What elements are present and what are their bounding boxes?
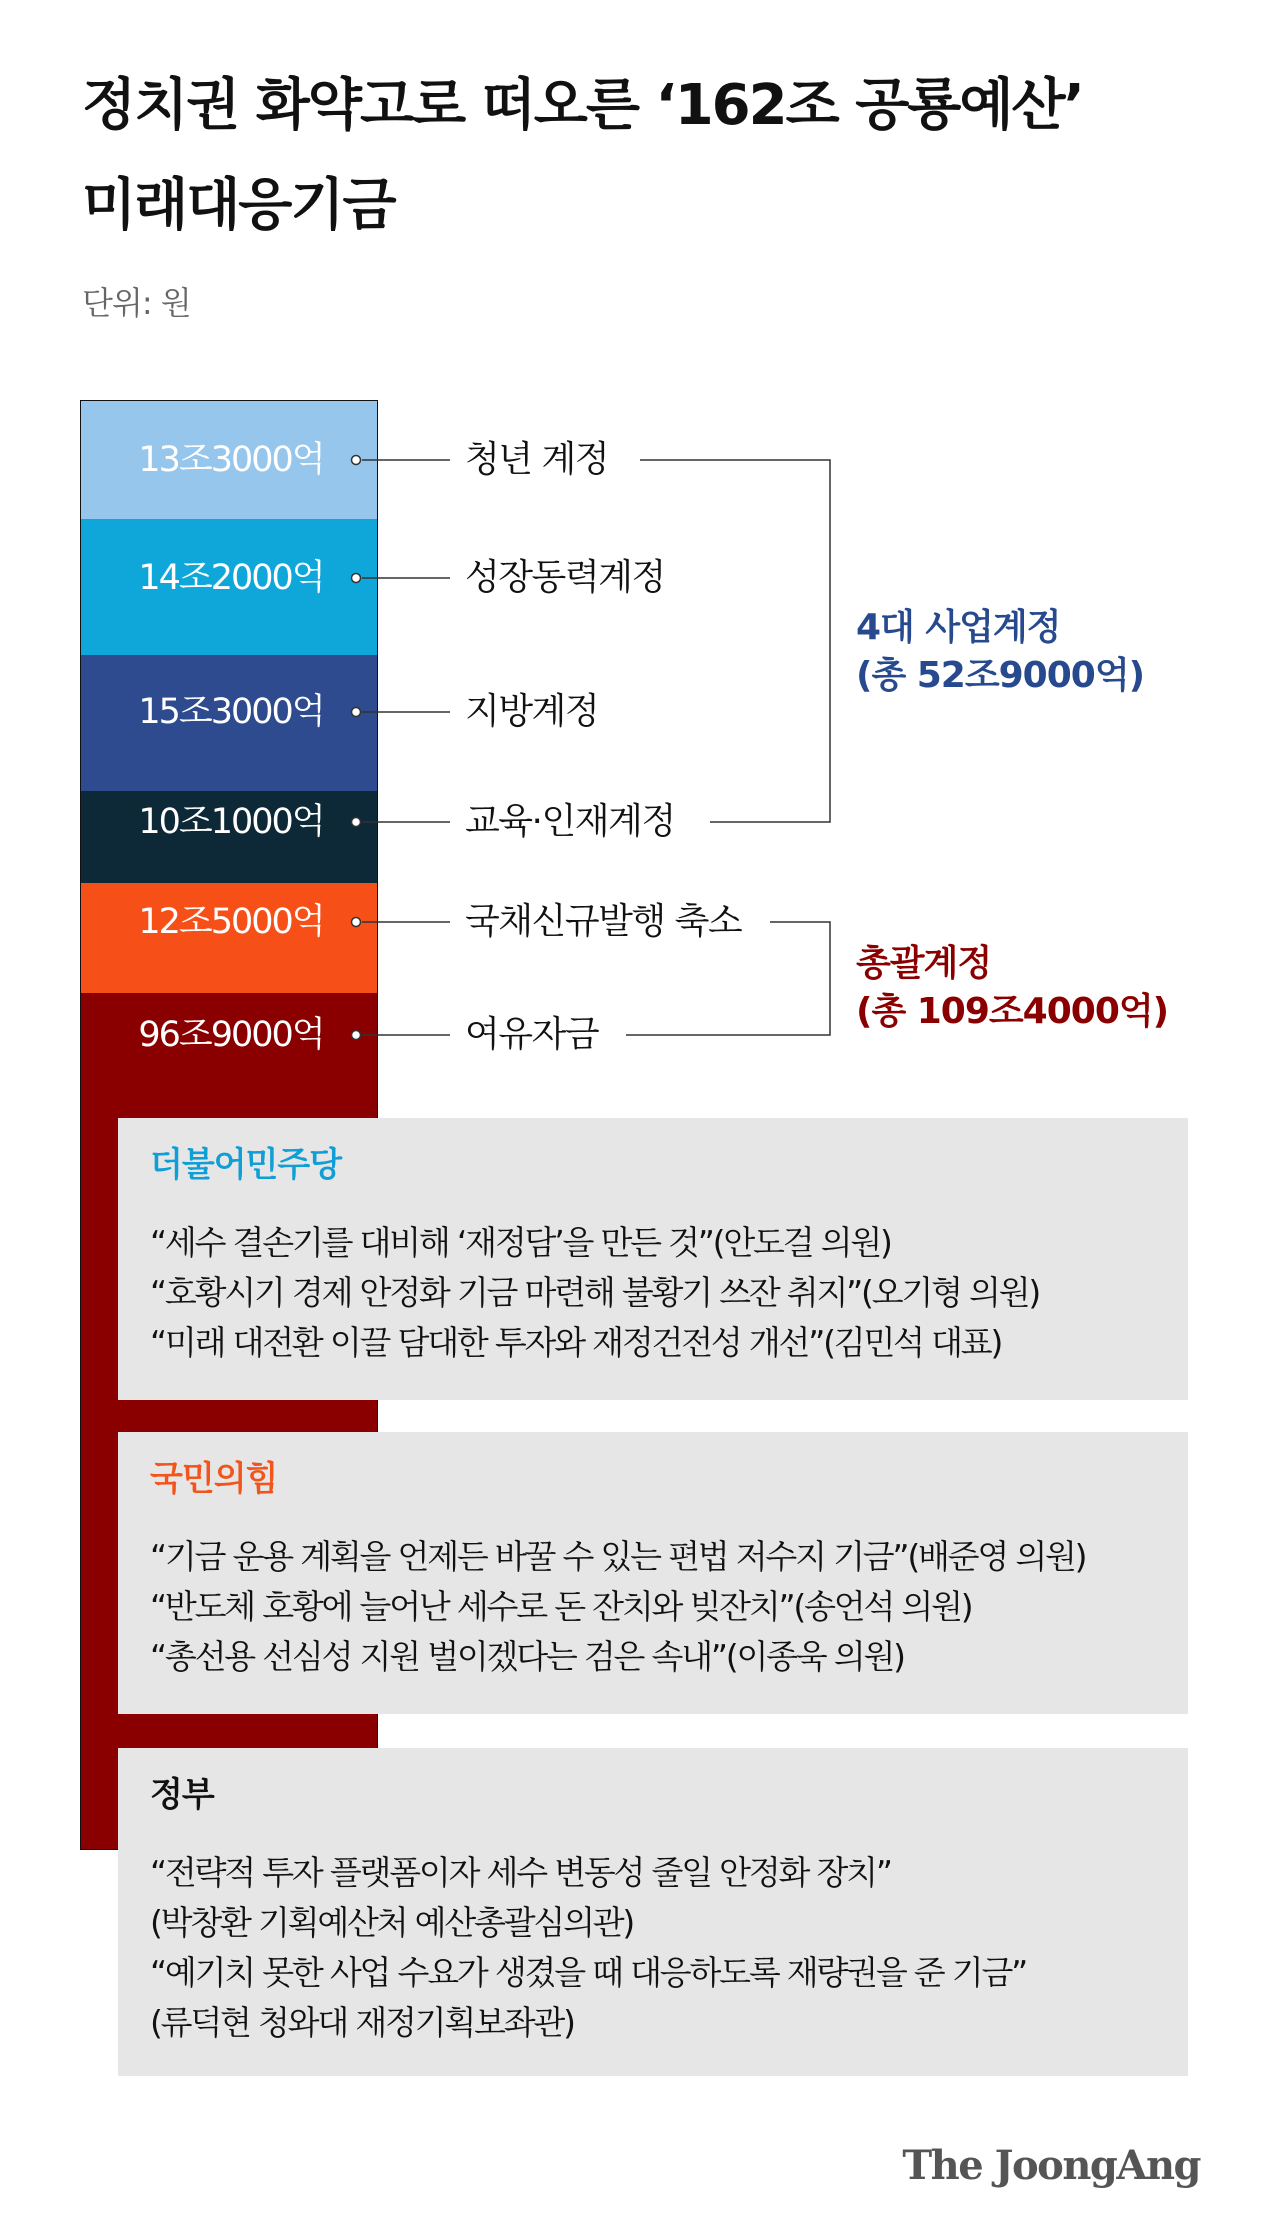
group-label-business: [856, 604, 1144, 700]
party-name: 정부: [150, 1775, 214, 1815]
group-name: 4대 사업계정: [856, 607, 1061, 648]
quote-line: “미래 대전환 이끌 담대한 투자와 재정건전성 개선”(김민석 대표): [150, 1323, 1002, 1362]
segment-value-label: 96조9000억: [138, 1015, 324, 1055]
group-name: 총괄계정: [856, 943, 992, 984]
quote-line: (박창환 기획예산처 예산총괄심의관): [150, 1903, 634, 1942]
quote-line: “반도체 호황에 늘어난 세수로 돈 잔치와 빚잔치”(송언석 의원): [150, 1587, 972, 1626]
quote-line: “전략적 투자 플랫폼이자 세수 변동성 줄일 안정화 장치”: [150, 1853, 891, 1892]
category-label: 교육·인재계정: [465, 801, 675, 842]
quote-line: “호황시기 경제 안정화 기금 마련해 불황기 쓰잔 취지”(오기형 의원): [150, 1273, 1040, 1312]
quote-line: “총선용 선심성 지원 벌이겠다는 검은 속내”(이종욱 의원): [150, 1637, 904, 1676]
publisher-logo: The JoongAng: [902, 2142, 1200, 2189]
category-label: 국채신규발행 축소: [465, 901, 742, 942]
title-line-1: 정치권 화약고로 떠오른 ‘162조 공룡예산’: [82, 73, 1083, 138]
quote-box-democratic: [118, 1118, 1188, 1400]
category-label: 성장동력계정: [465, 557, 665, 598]
category-label: 지방계정: [465, 691, 599, 732]
title-line-2: 미래대응기금: [82, 173, 395, 238]
group-label-general: [856, 940, 1168, 1036]
category-label: 여유자금: [465, 1014, 599, 1055]
quote-line: “기금 운용 계획을 언제든 바꿀 수 있는 편법 저수지 기금”(배준영 의원): [150, 1537, 1086, 1576]
quote-box-government: [118, 1748, 1188, 2076]
segment-value-label: 14조2000억: [138, 558, 324, 598]
segment-value-label: 15조3000억: [138, 692, 324, 732]
segment-value-label: 12조5000억: [138, 902, 324, 942]
category-label: 청년 계정: [465, 439, 609, 480]
party-name: 국민의힘: [150, 1459, 278, 1499]
segment-value-label: 10조1000억: [138, 802, 324, 842]
quote-line: (류덕현 청와대 재정기획보좌관): [150, 2003, 574, 2042]
group-total: (총 52조9000억): [856, 655, 1145, 696]
quote-box-ppp: [118, 1432, 1188, 1714]
unit-label: 단위: 원: [82, 284, 191, 322]
quote-line: “세수 결손기를 대비해 ‘재정담’을 만든 것”(안도걸 의원): [150, 1223, 891, 1262]
group-bracket: [640, 460, 830, 822]
party-name: 더불어민주당: [150, 1145, 342, 1185]
segment-value-label: 13조3000억: [138, 440, 324, 480]
group-total: (총 109조4000억): [856, 991, 1169, 1032]
quote-line: “예기치 못한 사업 수요가 생겼을 때 대응하도록 재량권을 준 기금”: [150, 1953, 1027, 1992]
